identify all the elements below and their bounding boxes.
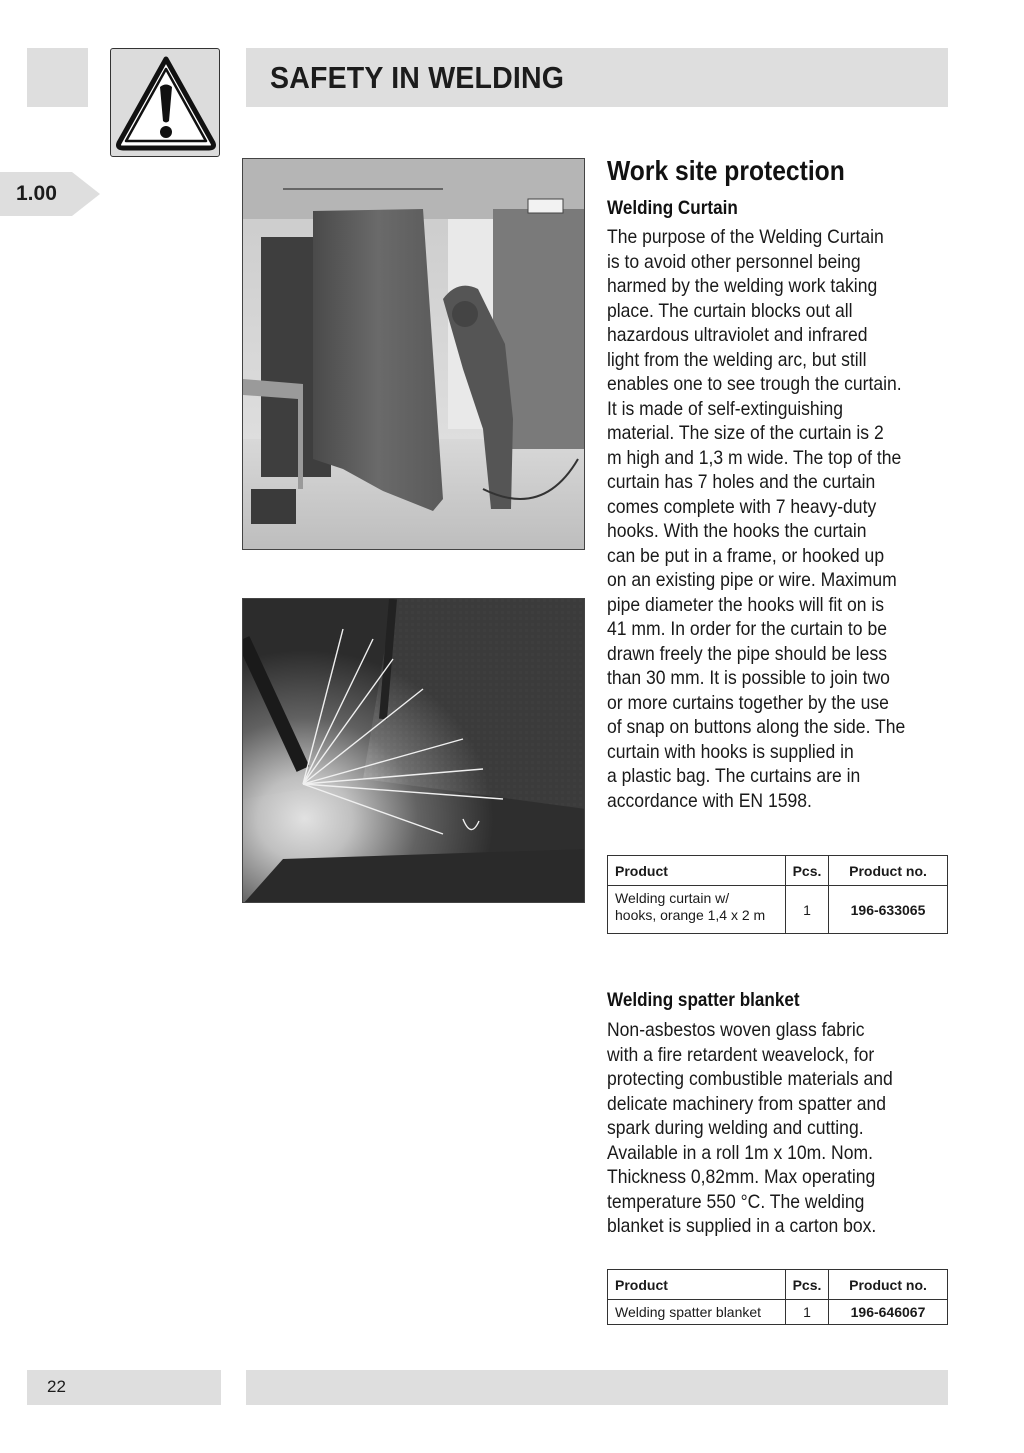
text-line: Thickness 0,82mm. Max operating [607, 1166, 876, 1188]
table-header-product: Product [608, 856, 786, 886]
text-line: hooks. With the hooks the curtain [607, 520, 867, 542]
text-line: light from the welding arc, but still [607, 348, 867, 371]
text-line: enables one to see trough the curtain. [607, 373, 902, 395]
text-line: is to avoid other personnel being [607, 250, 861, 273]
table-row [608, 886, 948, 934]
table-header-pcs: Pcs. [786, 1270, 829, 1300]
text-line: pipe diameter the hooks will fit on is [607, 593, 885, 616]
text-line: blanket is supplied in a carton box. [607, 1215, 877, 1237]
text-line: The purpose of the Welding Curtain [607, 226, 884, 248]
text-line: than 30 mm. It is possible to join two [607, 667, 890, 689]
text-line: Available in a roll 1m x 10m. Nom. [607, 1141, 873, 1164]
text-line: harmed by the welding work taking [607, 275, 878, 297]
text-line: spark during welding and cutting. [607, 1117, 864, 1139]
text-line: accordance with EN 1598. [607, 789, 812, 812]
text-line: m high and 1,3 m wide. The top of the [607, 446, 902, 469]
table-header-pcs: Pcs. [786, 856, 829, 886]
product-number: 196-633065 [829, 886, 948, 934]
table-header-product-no: Product no. [829, 856, 948, 886]
header-bar [246, 48, 948, 107]
text-line: comes complete with 7 heavy-duty [607, 495, 877, 518]
text-line: of snap on buttons along the side. The [607, 716, 906, 738]
product-number: 196-646067 [829, 1300, 948, 1325]
footer-bar [246, 1370, 948, 1405]
product-pcs: 1 [786, 886, 829, 934]
warning-triangle-icon [111, 49, 221, 158]
blanket-product-table [607, 1269, 948, 1325]
table-row [608, 1300, 948, 1325]
page-title: SAFETY IN WELDING [270, 60, 565, 95]
curtain-heading: Welding Curtain [607, 198, 738, 219]
welding-curtain-photo [242, 158, 585, 550]
welding-spatter-photo [242, 598, 585, 903]
text-line: place. The curtain blocks out all [607, 299, 853, 322]
text-line: drawn freely the pipe should be less [607, 642, 887, 665]
table-header-product-no: Product no. [829, 1270, 948, 1300]
text-line: can be put in a frame, or hooked up [607, 544, 885, 567]
text-line: delicate machinery from spatter and [607, 1092, 886, 1115]
text-line: or more curtains together by the use [607, 691, 889, 714]
curtain-product-table [607, 855, 948, 934]
text-line: temperature 550 °C. The welding [607, 1190, 865, 1213]
footer-left-block [27, 1370, 221, 1405]
text-line: curtain has 7 holes and the curtain [607, 471, 876, 493]
product-name: Welding spatter blanket [608, 1300, 786, 1325]
section-tab [0, 172, 100, 216]
blanket-description [607, 1018, 952, 1239]
warning-sign [110, 48, 220, 157]
text-line: curtain with hooks is supplied in [607, 740, 854, 763]
text-line: Non-asbestos woven glass fabric [607, 1019, 865, 1041]
curtain-description [607, 225, 952, 813]
text-line: 41 mm. In order for the curtain to be [607, 618, 887, 640]
header-left-block [27, 48, 88, 107]
text-line: protecting combustible materials and [607, 1068, 893, 1090]
section-number: 1.00 [16, 182, 57, 205]
section-title: Work site protection [607, 155, 845, 186]
table-header-product: Product [608, 1270, 786, 1300]
product-pcs: 1 [786, 1300, 829, 1325]
text-line: on an existing pipe or wire. Maximum [607, 569, 897, 591]
text-line: with a fire retardent weavelock, for [607, 1043, 875, 1066]
blanket-heading: Welding spatter blanket [607, 990, 800, 1011]
text-line: material. The size of the curtain is 2 [607, 422, 884, 444]
text-line: a plastic bag. The curtains are in [607, 765, 861, 787]
text-line: It is made of self-extinguishing [607, 397, 844, 420]
product-name: Welding curtain w/ hooks, orange 1,4 x 2 m [608, 886, 786, 934]
text-line: hazardous ultraviolet and infrared [607, 324, 868, 346]
page-number: 22 [47, 1377, 66, 1396]
